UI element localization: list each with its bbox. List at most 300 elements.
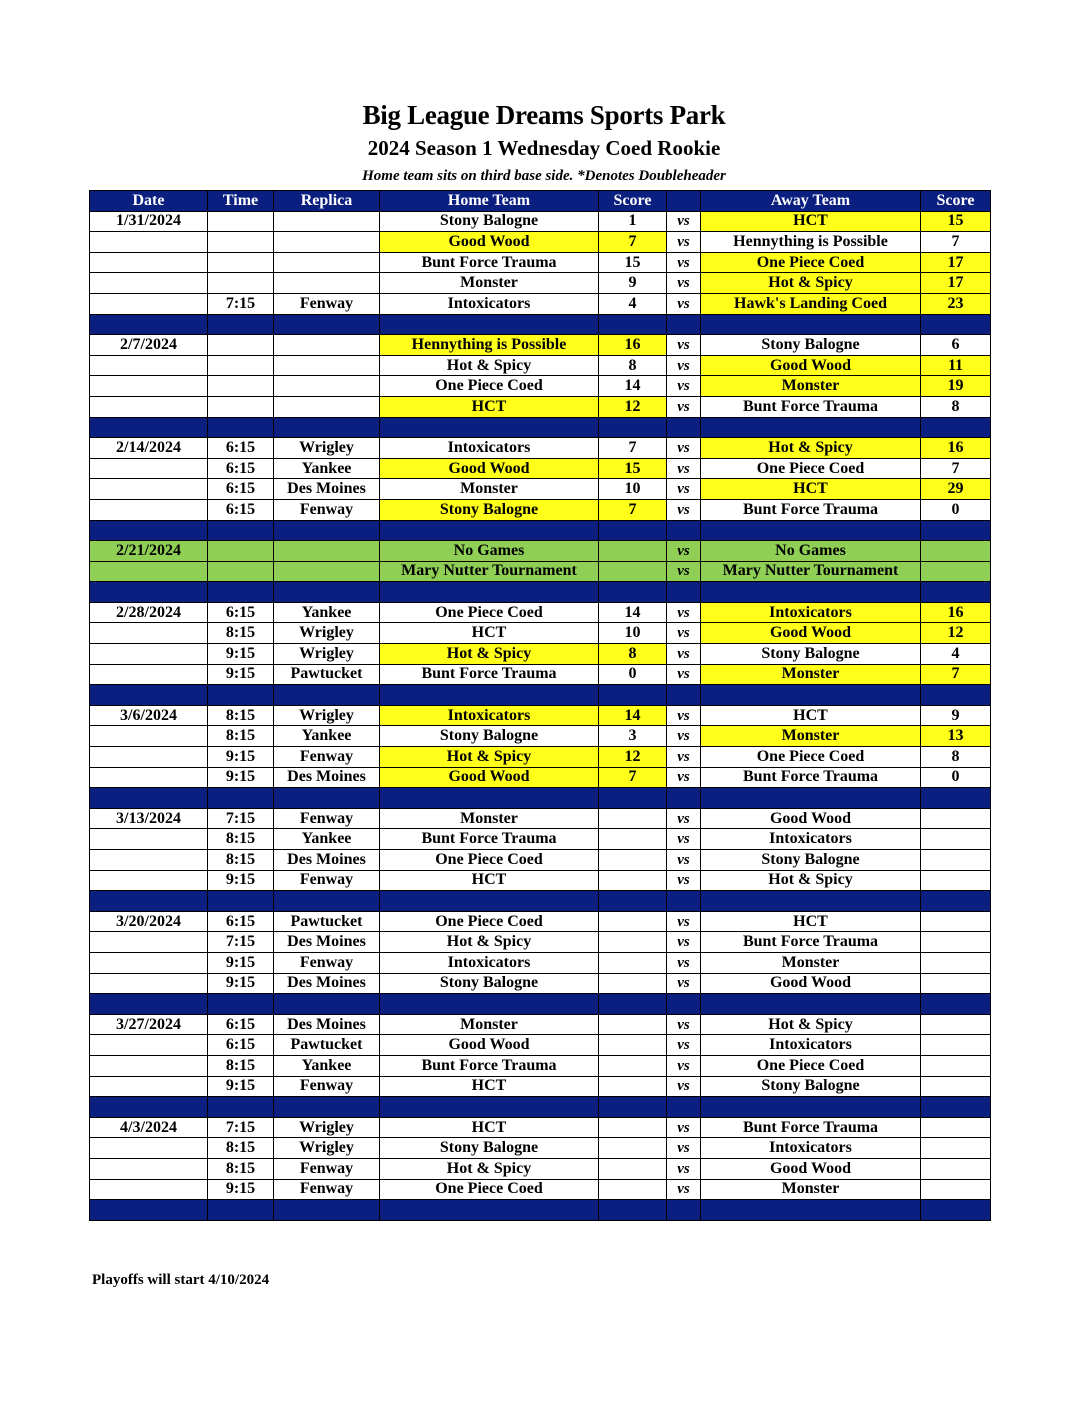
separator-cell [667, 891, 701, 912]
separator-cell [90, 1200, 208, 1221]
away-score: 12 [921, 623, 991, 644]
home-team: No Games [380, 541, 599, 562]
game-field: Wrigley [274, 438, 380, 459]
table-row [90, 479, 991, 500]
vs-label: vs [667, 808, 701, 829]
table-row [90, 1076, 991, 1097]
vs-label: vs [667, 438, 701, 459]
col-away-team: Away Team [701, 191, 921, 212]
separator-cell [274, 1200, 380, 1221]
playoffs-note: Playoffs will start 4/10/2024 [92, 1272, 270, 1288]
vs-label: vs [667, 705, 701, 726]
game-field [274, 335, 380, 356]
game-time: 9:15 [208, 664, 274, 685]
vs-label: vs [667, 1035, 701, 1056]
away-team: Bunt Force Trauma [701, 1117, 921, 1138]
table-row [90, 355, 991, 376]
game-time: 9:15 [208, 747, 274, 768]
home-score [599, 561, 667, 582]
game-date: 2/28/2024 [90, 602, 208, 623]
game-field: Pawtucket [274, 664, 380, 685]
table-row [90, 1014, 991, 1035]
separator-cell [599, 520, 667, 541]
home-team: Hot & Spicy [380, 932, 599, 953]
separator-cell [380, 417, 599, 438]
game-field [274, 273, 380, 294]
separator-cell [380, 1097, 599, 1118]
game-date [90, 232, 208, 253]
home-score: 1 [599, 211, 667, 232]
separator-cell [921, 1200, 991, 1221]
game-field: Fenway [274, 747, 380, 768]
separator-cell [921, 1097, 991, 1118]
separator-cell [90, 417, 208, 438]
page-title: Big League Dreams Sports Park [362, 100, 726, 130]
table-row [90, 1117, 991, 1138]
game-field [274, 355, 380, 376]
game-field: Fenway [274, 1158, 380, 1179]
game-time: 9:15 [208, 973, 274, 994]
home-team: Monster [380, 1014, 599, 1035]
separator-cell [701, 417, 921, 438]
game-field [274, 561, 380, 582]
away-team: Monster [701, 726, 921, 747]
away-score [921, 1158, 991, 1179]
separator-cell [90, 788, 208, 809]
table-row [90, 396, 991, 417]
game-field: Wrigley [274, 1117, 380, 1138]
game-field [274, 376, 380, 397]
table-row [90, 273, 991, 294]
separator-cell [921, 685, 991, 706]
separator-cell [599, 994, 667, 1015]
away-score [921, 808, 991, 829]
separator-cell [380, 891, 599, 912]
separator-cell [701, 994, 921, 1015]
table-row [90, 644, 991, 665]
home-score [599, 1055, 667, 1076]
game-date: 2/21/2024 [90, 541, 208, 562]
game-field [274, 396, 380, 417]
home-score [599, 1138, 667, 1159]
vs-label: vs [667, 293, 701, 314]
col-time: Time [208, 191, 274, 212]
separator-cell [90, 1097, 208, 1118]
col-home-score: Score [599, 191, 667, 212]
game-time: 7:15 [208, 808, 274, 829]
table-row [90, 870, 991, 891]
game-time [208, 355, 274, 376]
table-row [90, 1158, 991, 1179]
game-field: Des Moines [274, 973, 380, 994]
game-time: 8:15 [208, 705, 274, 726]
game-date [90, 644, 208, 665]
away-score [921, 952, 991, 973]
away-team: One Piece Coed [701, 747, 921, 768]
away-team: Monster [701, 1179, 921, 1200]
away-score [921, 870, 991, 891]
away-score [921, 911, 991, 932]
game-time: 6:15 [208, 438, 274, 459]
away-score: 6 [921, 335, 991, 356]
away-score: 16 [921, 602, 991, 623]
game-time: 7:15 [208, 293, 274, 314]
home-team: Good Wood [380, 232, 599, 253]
home-team: One Piece Coed [380, 850, 599, 871]
game-date [90, 479, 208, 500]
separator-cell [90, 994, 208, 1015]
game-date [90, 829, 208, 850]
separator-cell [701, 520, 921, 541]
table-row [90, 561, 991, 582]
page-subtitle: 2024 Season 1 Wednesday Coed Rookie [367, 136, 721, 160]
away-score: 29 [921, 479, 991, 500]
game-field: Yankee [274, 458, 380, 479]
home-score: 12 [599, 396, 667, 417]
away-team: Mary Nutter Tournament [701, 561, 921, 582]
game-time: 8:15 [208, 1158, 274, 1179]
away-team: Bunt Force Trauma [701, 396, 921, 417]
separator-cell [701, 891, 921, 912]
home-team: Stony Balogne [380, 973, 599, 994]
away-score: 16 [921, 438, 991, 459]
separator-cell [208, 891, 274, 912]
separator-cell [701, 314, 921, 335]
away-team: Bunt Force Trauma [701, 932, 921, 953]
home-team: Intoxicators [380, 952, 599, 973]
vs-label: vs [667, 952, 701, 973]
game-date [90, 293, 208, 314]
table-row [90, 829, 991, 850]
week-separator [90, 314, 991, 335]
separator-cell [667, 582, 701, 603]
home-team: Stony Balogne [380, 1138, 599, 1159]
game-time: 9:15 [208, 1179, 274, 1200]
week-separator [90, 788, 991, 809]
separator-cell [380, 582, 599, 603]
table-row [90, 850, 991, 871]
home-team: Mary Nutter Tournament [380, 561, 599, 582]
game-field: Des Moines [274, 850, 380, 871]
home-score [599, 1014, 667, 1035]
home-score: 7 [599, 438, 667, 459]
table-row [90, 232, 991, 253]
separator-cell [667, 1200, 701, 1221]
away-team: Intoxicators [701, 602, 921, 623]
table-row [90, 211, 991, 232]
table-row [90, 376, 991, 397]
away-score [921, 1055, 991, 1076]
vs-label: vs [667, 870, 701, 891]
separator-cell [667, 520, 701, 541]
separator-cell [274, 685, 380, 706]
home-score [599, 829, 667, 850]
home-score: 8 [599, 355, 667, 376]
separator-cell [667, 994, 701, 1015]
game-field [274, 252, 380, 273]
separator-cell [274, 582, 380, 603]
game-field: Wrigley [274, 705, 380, 726]
game-date [90, 355, 208, 376]
game-time: 7:15 [208, 1117, 274, 1138]
game-date [90, 252, 208, 273]
separator-cell [380, 788, 599, 809]
week-separator [90, 1200, 991, 1221]
separator-cell [90, 685, 208, 706]
week-separator [90, 520, 991, 541]
home-score [599, 850, 667, 871]
table-row [90, 767, 991, 788]
table-row [90, 932, 991, 953]
vs-label: vs [667, 932, 701, 953]
home-team: Hot & Spicy [380, 355, 599, 376]
away-team: HCT [701, 479, 921, 500]
away-score [921, 850, 991, 871]
separator-cell [701, 1097, 921, 1118]
vs-label: vs [667, 829, 701, 850]
away-score: 8 [921, 396, 991, 417]
game-time: 8:15 [208, 829, 274, 850]
away-score: 17 [921, 273, 991, 294]
table-row [90, 973, 991, 994]
game-date: 3/27/2024 [90, 1014, 208, 1035]
game-time: 6:15 [208, 499, 274, 520]
separator-cell [208, 1097, 274, 1118]
game-field: Fenway [274, 499, 380, 520]
vs-label: vs [667, 541, 701, 562]
game-time [208, 396, 274, 417]
home-score: 7 [599, 767, 667, 788]
separator-cell [380, 1200, 599, 1221]
game-field: Yankee [274, 726, 380, 747]
separator-cell [90, 582, 208, 603]
game-date: 2/7/2024 [90, 335, 208, 356]
game-date: 4/3/2024 [90, 1117, 208, 1138]
vs-label: vs [667, 1138, 701, 1159]
away-team: Intoxicators [701, 1138, 921, 1159]
away-team: Hot & Spicy [701, 1014, 921, 1035]
vs-label: vs [667, 479, 701, 500]
away-score: 9 [921, 705, 991, 726]
away-team: Good Wood [701, 355, 921, 376]
separator-cell [667, 788, 701, 809]
separator-cell [667, 1097, 701, 1118]
separator-cell [208, 1200, 274, 1221]
home-score: 14 [599, 602, 667, 623]
home-score: 14 [599, 705, 667, 726]
game-date [90, 458, 208, 479]
separator-cell [921, 582, 991, 603]
away-score [921, 561, 991, 582]
vs-label: vs [667, 767, 701, 788]
vs-label: vs [667, 747, 701, 768]
game-field: Wrigley [274, 1138, 380, 1159]
separator-cell [701, 582, 921, 603]
home-score [599, 1158, 667, 1179]
game-time: 6:15 [208, 911, 274, 932]
game-date [90, 273, 208, 294]
separator-cell [701, 1200, 921, 1221]
separator-cell [90, 520, 208, 541]
vs-label: vs [667, 726, 701, 747]
game-field: Des Moines [274, 1014, 380, 1035]
home-score: 14 [599, 376, 667, 397]
schedule-table [89, 190, 991, 1221]
game-time: 8:15 [208, 1138, 274, 1159]
week-separator [90, 582, 991, 603]
game-time [208, 252, 274, 273]
away-score [921, 1076, 991, 1097]
away-team: HCT [701, 911, 921, 932]
away-score: 19 [921, 376, 991, 397]
game-field: Fenway [274, 293, 380, 314]
vs-label: vs [667, 211, 701, 232]
vs-label: vs [667, 561, 701, 582]
separator-cell [701, 788, 921, 809]
game-time: 6:15 [208, 1014, 274, 1035]
away-team: One Piece Coed [701, 252, 921, 273]
week-separator [90, 417, 991, 438]
game-field: Des Moines [274, 767, 380, 788]
home-team: Good Wood [380, 767, 599, 788]
away-score: 7 [921, 458, 991, 479]
week-separator [90, 994, 991, 1015]
away-score [921, 1138, 991, 1159]
home-team: Good Wood [380, 1035, 599, 1056]
home-team: Intoxicators [380, 705, 599, 726]
home-team: HCT [380, 1076, 599, 1097]
table-row [90, 438, 991, 459]
home-score [599, 1117, 667, 1138]
away-team: One Piece Coed [701, 458, 921, 479]
home-team-note: Home team sits on third base side. *Denotes Doubleheader [362, 168, 726, 184]
game-date [90, 561, 208, 582]
separator-cell [667, 685, 701, 706]
header-row [90, 191, 991, 212]
game-field: Yankee [274, 602, 380, 623]
col-replica: Replica [274, 191, 380, 212]
game-field: Wrigley [274, 623, 380, 644]
game-time: 6:15 [208, 602, 274, 623]
game-date [90, 1055, 208, 1076]
game-date [90, 952, 208, 973]
game-time: 6:15 [208, 479, 274, 500]
vs-label: vs [667, 232, 701, 253]
separator-cell [667, 314, 701, 335]
game-date [90, 973, 208, 994]
table-row [90, 458, 991, 479]
away-team: Good Wood [701, 623, 921, 644]
away-score [921, 1117, 991, 1138]
home-team: Bunt Force Trauma [380, 664, 599, 685]
home-score: 10 [599, 479, 667, 500]
vs-label: vs [667, 602, 701, 623]
col-away-score: Score [921, 191, 991, 212]
away-score: 23 [921, 293, 991, 314]
away-team: Intoxicators [701, 1035, 921, 1056]
home-score: 12 [599, 747, 667, 768]
away-team: Intoxicators [701, 829, 921, 850]
vs-label: vs [667, 623, 701, 644]
game-time [208, 541, 274, 562]
table-row [90, 499, 991, 520]
game-date: 2/14/2024 [90, 438, 208, 459]
game-time [208, 273, 274, 294]
game-date [90, 376, 208, 397]
game-field: Pawtucket [274, 1035, 380, 1056]
home-team: One Piece Coed [380, 911, 599, 932]
game-field: Des Moines [274, 479, 380, 500]
game-date [90, 767, 208, 788]
vs-label: vs [667, 1055, 701, 1076]
separator-cell [921, 520, 991, 541]
away-score: 13 [921, 726, 991, 747]
vs-label: vs [667, 973, 701, 994]
table-row [90, 1179, 991, 1200]
separator-cell [90, 891, 208, 912]
home-score: 7 [599, 232, 667, 253]
home-score [599, 973, 667, 994]
away-team: Stony Balogne [701, 850, 921, 871]
away-team: Hot & Spicy [701, 273, 921, 294]
game-field: Fenway [274, 870, 380, 891]
home-team: Hennything is Possible [380, 335, 599, 356]
game-time [208, 561, 274, 582]
home-score: 3 [599, 726, 667, 747]
table-row [90, 293, 991, 314]
separator-cell [208, 582, 274, 603]
separator-cell [921, 788, 991, 809]
home-score: 8 [599, 644, 667, 665]
separator-cell [599, 788, 667, 809]
away-team: One Piece Coed [701, 1055, 921, 1076]
home-team: Intoxicators [380, 293, 599, 314]
game-time: 8:15 [208, 1055, 274, 1076]
separator-cell [380, 314, 599, 335]
home-score [599, 952, 667, 973]
game-date [90, 1035, 208, 1056]
home-score: 16 [599, 335, 667, 356]
game-date [90, 396, 208, 417]
game-time: 9:15 [208, 952, 274, 973]
game-time: 6:15 [208, 458, 274, 479]
separator-cell [599, 1200, 667, 1221]
separator-cell [921, 314, 991, 335]
away-team: Hot & Spicy [701, 870, 921, 891]
away-team: Hot & Spicy [701, 438, 921, 459]
col-date: Date [90, 191, 208, 212]
game-time: 9:15 [208, 1076, 274, 1097]
home-team: Stony Balogne [380, 726, 599, 747]
away-score: 4 [921, 644, 991, 665]
home-team: Bunt Force Trauma [380, 829, 599, 850]
separator-cell [90, 314, 208, 335]
away-score: 7 [921, 664, 991, 685]
away-team: Good Wood [701, 973, 921, 994]
game-time: 9:15 [208, 870, 274, 891]
home-score [599, 911, 667, 932]
game-date [90, 1158, 208, 1179]
game-date [90, 850, 208, 871]
away-team: Hawk's Landing Coed [701, 293, 921, 314]
away-score [921, 1014, 991, 1035]
home-team: HCT [380, 1117, 599, 1138]
home-team: Hot & Spicy [380, 1158, 599, 1179]
game-date: 3/20/2024 [90, 911, 208, 932]
away-score: 8 [921, 747, 991, 768]
schedule-body [90, 211, 991, 1220]
home-team: One Piece Coed [380, 602, 599, 623]
